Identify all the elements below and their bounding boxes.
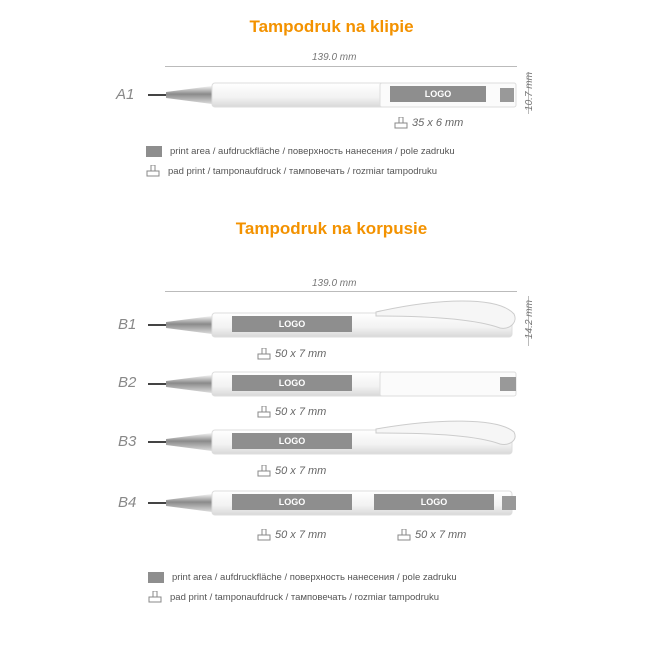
legend-print-area-label-b: print area / aufdruckfläche / поверхность нанесения / pole zadruku bbox=[172, 572, 457, 583]
size-label-b4: 50 x 7 mm bbox=[275, 529, 327, 541]
size-label-b3: 50 x 7 mm bbox=[275, 465, 327, 477]
legend-print-area-a bbox=[146, 146, 455, 157]
pad-stamp-icon bbox=[257, 406, 271, 418]
section-a-title: Tampodruk na klipie bbox=[249, 17, 414, 36]
print-area-swatch bbox=[146, 146, 162, 157]
length-label: 139.0 mm bbox=[312, 52, 357, 63]
logo-area-a1: LOGO bbox=[390, 86, 486, 102]
size-b4 bbox=[257, 529, 326, 541]
pad-stamp-icon bbox=[257, 465, 271, 477]
legend-print-area-label-a: print area / aufdruckfläche / поверхность нанесения / pole zadruku bbox=[170, 146, 455, 157]
legend-pad-print-label-a: pad print / tamponaufdruck / тамповечать / rozmiar tampodruku bbox=[168, 165, 438, 177]
pen-code-a1: A1 bbox=[116, 86, 135, 103]
size-label-b2: 50 x 7 mm bbox=[275, 406, 327, 418]
pen-code-b4: B4 bbox=[118, 494, 137, 511]
pad-stamp-icon bbox=[148, 591, 162, 603]
size-b1 bbox=[257, 348, 326, 360]
section-b-title: Tampodruk na korpusie bbox=[235, 219, 428, 238]
pen-code-b2: B2 bbox=[118, 374, 137, 391]
pen-code-b1: B1 bbox=[118, 316, 137, 333]
pad-stamp-icon bbox=[397, 529, 411, 541]
height-label: 10.7 mm bbox=[523, 72, 535, 111]
pad-stamp-icon bbox=[146, 165, 160, 177]
logo-area-b4-second: LOGO bbox=[374, 494, 494, 510]
size-b3 bbox=[257, 465, 326, 477]
logo-area-b3: LOGO bbox=[232, 433, 352, 449]
print-area-swatch bbox=[148, 572, 164, 583]
size-b4-second bbox=[397, 529, 466, 541]
legend-pad-print-b bbox=[148, 591, 439, 603]
logo-area-b2: LOGO bbox=[232, 375, 352, 391]
logo-area-b4: LOGO bbox=[232, 494, 352, 510]
legend-print-area-b bbox=[148, 572, 457, 583]
size-label-b1: 50 x 7 mm bbox=[275, 348, 327, 360]
pad-stamp-icon bbox=[257, 348, 271, 360]
size-label-b4-second: 50 x 7 mm bbox=[415, 529, 467, 541]
height-label-b: 14.2 mm bbox=[523, 300, 535, 339]
legend-pad-print-label-b: pad print / tamponaufdruck / тамповечать / rozmiar tampodruku bbox=[170, 591, 440, 603]
pad-stamp-icon bbox=[394, 117, 408, 129]
logo-area-b1: LOGO bbox=[232, 316, 352, 332]
size-a1 bbox=[394, 117, 463, 129]
pen-code-b3: B3 bbox=[118, 433, 137, 450]
size-label-a1: 35 x 6 mm bbox=[412, 117, 464, 129]
length-label-b: 139.0 mm bbox=[312, 278, 357, 289]
length-dimension-line bbox=[165, 66, 517, 67]
pad-stamp-icon bbox=[257, 529, 271, 541]
legend-pad-print-a bbox=[146, 165, 437, 177]
length-dimension-line-b bbox=[165, 291, 517, 292]
size-b2 bbox=[257, 406, 326, 418]
